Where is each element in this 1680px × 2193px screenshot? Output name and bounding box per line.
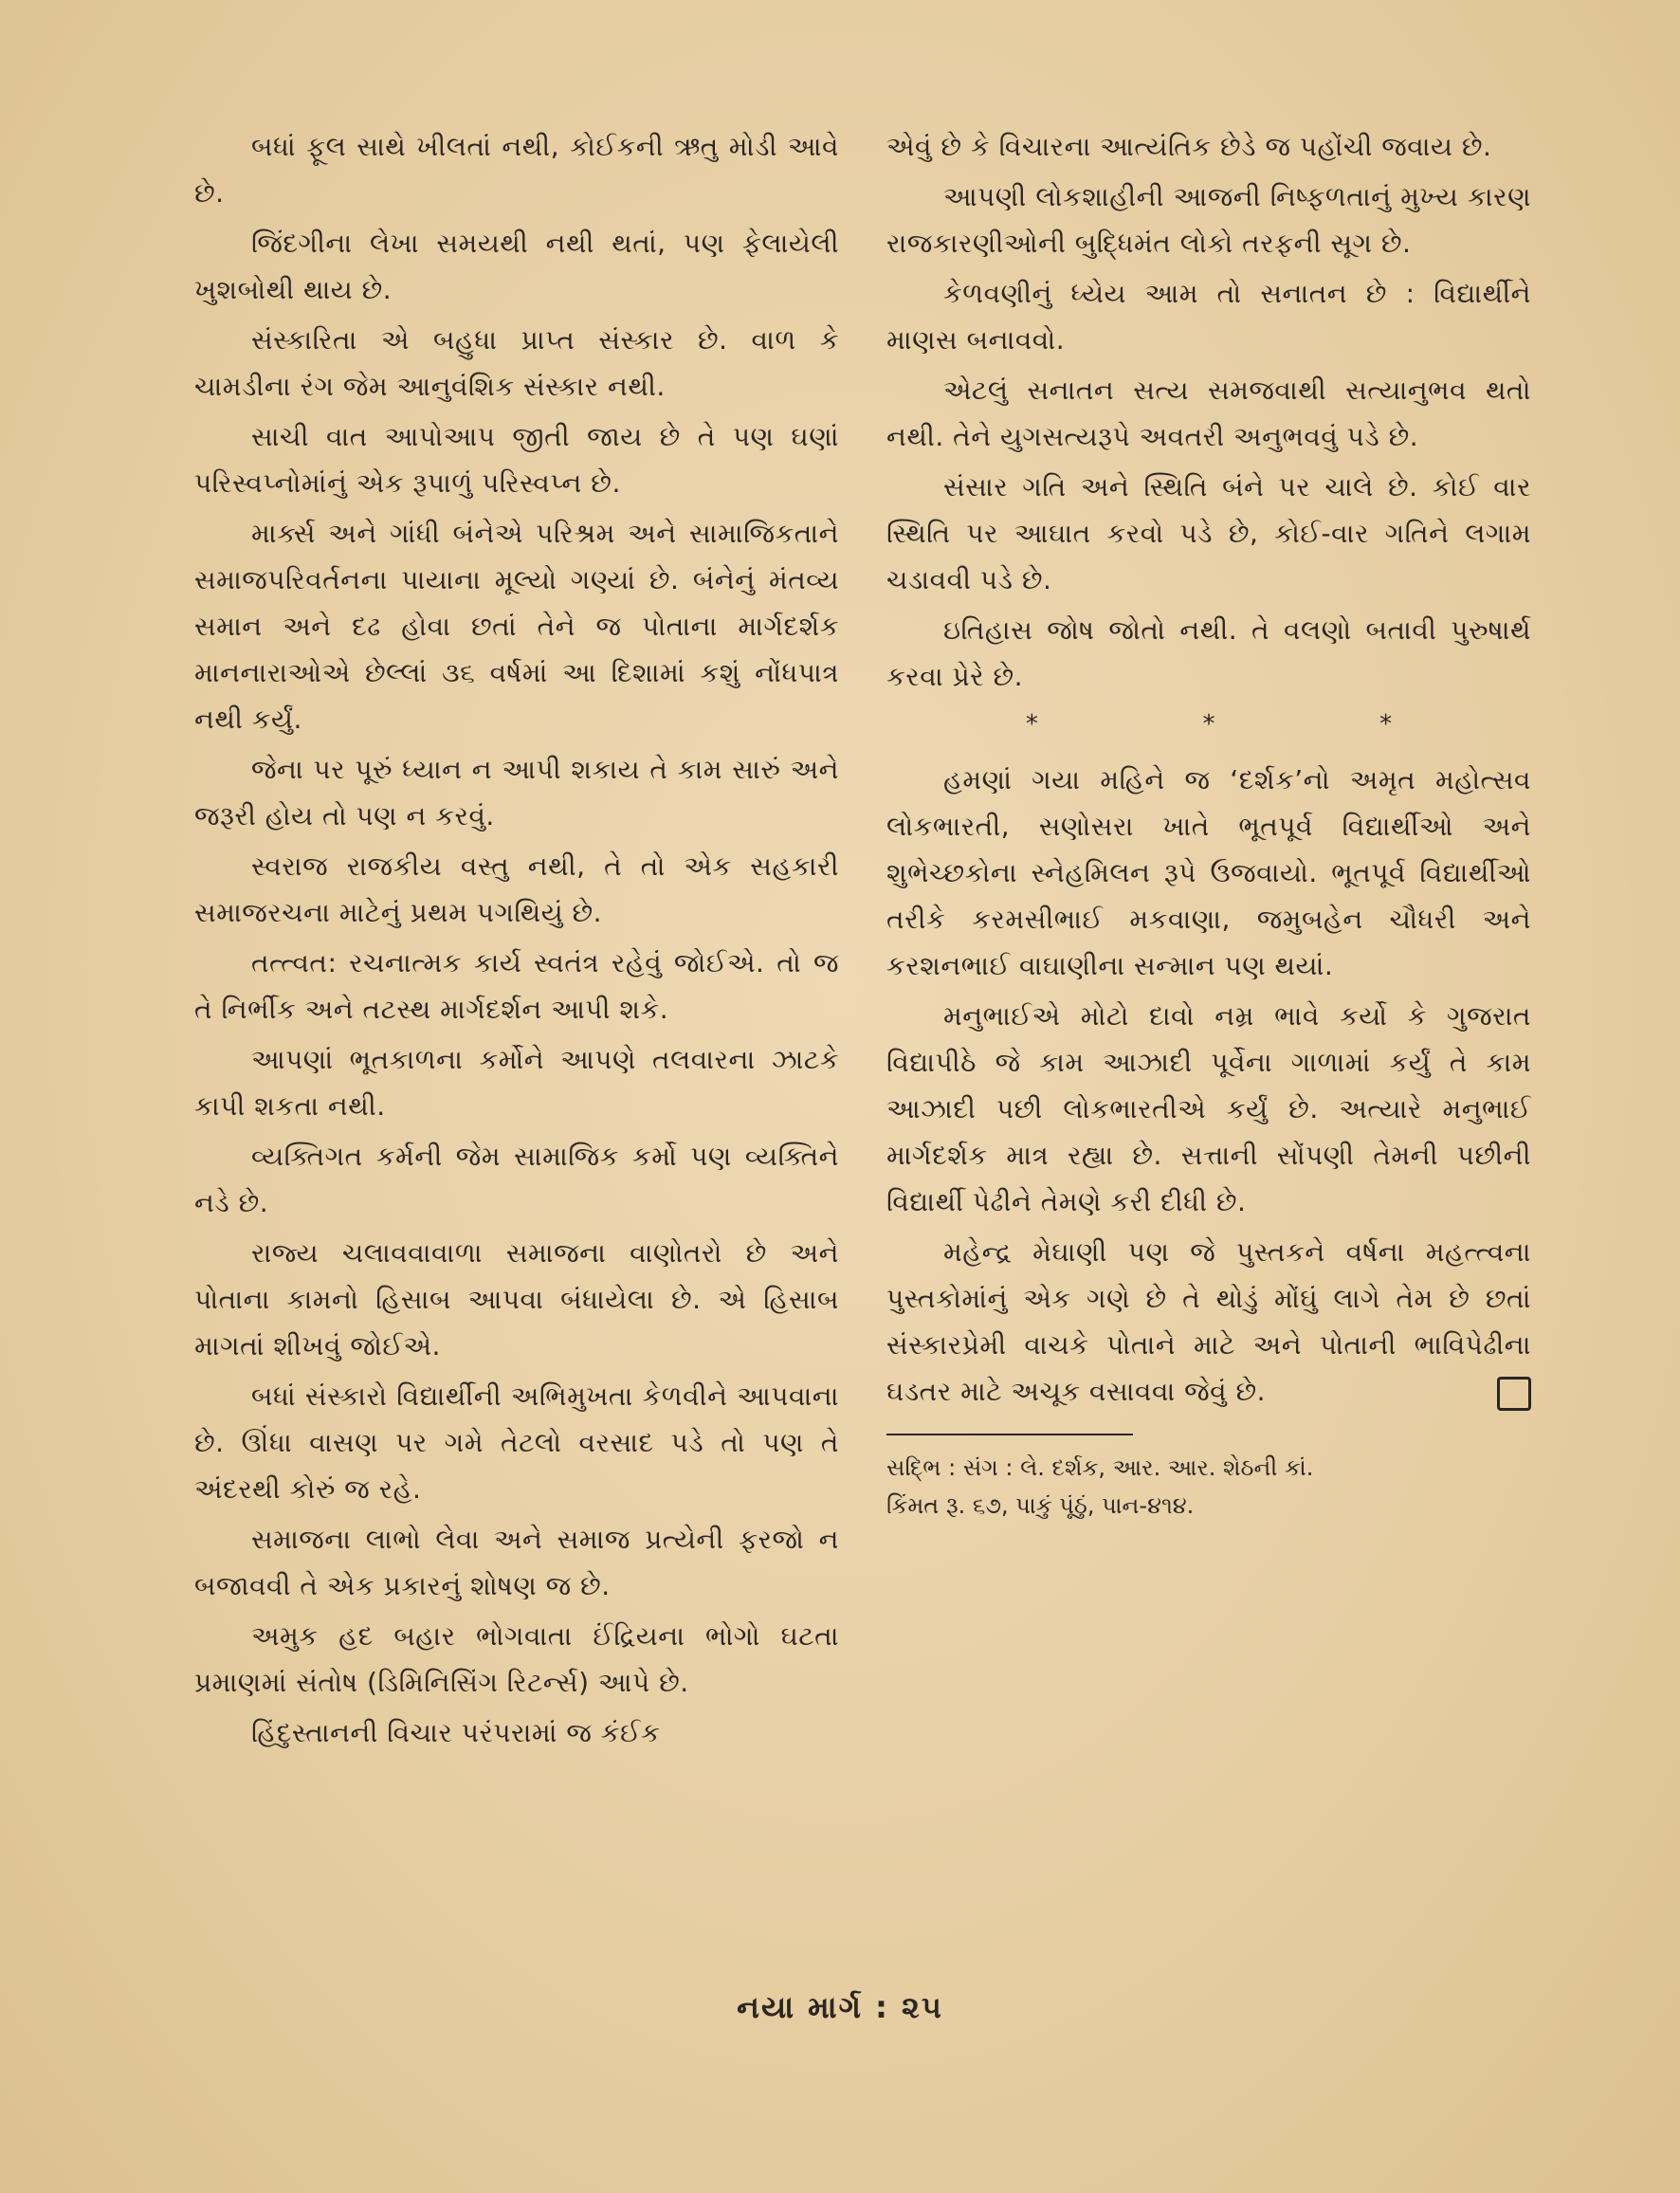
paragraph: આપણાં ભૂતકાળના કર્મોને આપણે તલવારના ઝાટકે કાપી શકતા નથી. <box>194 1044 839 1122</box>
end-square-icon <box>1497 1377 1531 1411</box>
source-citation <box>886 1449 1531 1525</box>
paragraph: રાજ્ય ચલાવવાવાળા સમાજના વાણોતરો છે અને પોતાના કામનો હિસાબ આપવા બંધાયેલા છે. એ હિસાબ માગતાં શીખવું જોઈએ. <box>194 1237 839 1361</box>
paragraph: ઇતિહાસ જોષ જોતો નથી. તે વલણો બતાવી પુરુષાર્થ કરવા પ્રેરે છે. <box>886 614 1531 692</box>
paragraph: માર્ક્સ અને ગાંધી બંનેએ પરિશ્રમ અને સામાજિકતાને સમાજપરિવર્તનના પાયાના મૂલ્યો ગણ્યાં છે. બંનેનું મંતવ્ય સમાન અને દઢ હોવા છતાં તેને જ પોતાના માર્ગદર્શક માનનારાઓએ છેલ્લાં ૩૬ વર્ષમાં આ દિશામાં કશું નોંધપાત્ર નથી કર્યું. <box>194 518 839 735</box>
right-column <box>886 123 1531 1525</box>
paragraph: મહેન્દ્ર મેઘાણી પણ જે પુસ્તકને વર્ષના મહત્ત્વના પુસ્તકોમાંનું એક ગણે છે તે થોડું મોંઘું લાગે તેમ છે છતાં સંસ્કારપ્રેમી વાચકે પોતાને માટે અને પોતાની ભાવિપેઢીના ઘડતર માટે અચૂક વસાવવા જેવું છે. <box>886 1236 1531 1407</box>
source-line-2: કિંમત રૂ. ૬૭, પાકું પૂંઠું, પાન-૪૧૪. <box>886 1492 1195 1519</box>
paragraph: સમાજના લાભો લેવા અને સમાજ પ્રત્યેની ફરજો ન બજાવવી તે એક પ્રકારનું શોષણ જ છે. <box>194 1524 839 1601</box>
paragraph: જિંદગીના લેખા સમયથી નથી થતાં, પણ ફેલાયેલી ખુશબોથી થાય છે. <box>194 228 839 305</box>
divider-star: * <box>1379 710 1393 739</box>
paragraph: સંસ્કારિતા એ બહુધા પ્રાપ્ત સંસ્કાર છે. વાળ કે ચામડીના રંગ જેમ આનુવંશિક સંસ્કાર નથી. <box>194 324 839 402</box>
page-footer: નયા માર્ગ : ૨૫ <box>737 1989 943 2025</box>
divider-star: * <box>1202 710 1215 739</box>
paragraph: સાચી વાત આપોઆપ જીતી જાય છે તે પણ ઘણાં પરિસ્વપ્નોમાંનું એક રૂપાળું પરિસ્વપ્ન છે. <box>194 421 839 499</box>
paragraph: એવું છે કે વિચારના આત્યંતિક છેડે જ પહોંચી જવાય છે. <box>886 131 1492 162</box>
section-divider-stars <box>943 705 1474 743</box>
paragraph: આપણી લોકશાહીની આજની નિષ્ફળતાનું મુખ્ય કારણ રાજકારણીઓની બુદ્ધિમંત લોકો તરફની સૂગ છે. <box>886 181 1531 259</box>
divider-star: * <box>1025 710 1038 739</box>
paragraph: બધાં સંસ્કારો વિદ્યાર્થીની અભિમુખતા કેળવીને આપવાના છે. ઊંધા વાસણ પર ગમે તેટલો વરસાદ પડે તો પણ તે અંદરથી કોરું જ રહે. <box>194 1380 839 1505</box>
paragraph: અમુક હદ બહાર ભોગવાતા ઈંદ્રિયના ભોગો ઘટતા પ્રમાણમાં સંતોષ (ડિમિનિસિંગ રિટર્ન્સ) આપે છે. <box>194 1620 839 1698</box>
paragraph: તત્ત્વત: રચનાત્મક કાર્ય સ્વતંત્ર રહેવું જોઈએ. તો જ તે નિર્ભીક અને તટસ્થ માર્ગદર્શન આપી શકે. <box>194 947 839 1025</box>
source-divider <box>886 1434 1133 1435</box>
paragraph: કેળવણીનું ધ્યેય આમ તો સનાતન છે : વિદ્યાર્થીને માણસ બનાવવો. <box>886 278 1531 356</box>
paragraph: જેના પર પૂરું ધ્યાન ન આપી શકાય તે કામ સારું અને જરૂરી હોય તો પણ ન કરવું. <box>194 754 839 832</box>
paragraph: એટલું સનાતન સત્ય સમજવાથી સત્યાનુભવ થતો નથી. તેને યુગસત્યરૂપે અવતરી અનુભવવું પડે છે. <box>886 375 1531 452</box>
paragraph: વ્યક્તિગત કર્મની જેમ સામાજિક કર્મો પણ વ્યક્તિને નડે છે. <box>194 1141 839 1218</box>
paragraph: હિંદુસ્તાનની વિચાર પરંપરામાં જ કંઈક <box>251 1717 661 1748</box>
left-column <box>194 123 839 1760</box>
paragraph: સ્વરાજ રાજકીય વસ્તુ નથી, તે તો એક સહકારી સમાજરચના માટેનું પ્રથમ પગથિયું છે. <box>194 850 839 928</box>
paragraph: મનુભાઈએ મોટો દાવો નમ્ર ભાવે કર્યો કે ગુજરાત વિદ્યાપીઠે જે કામ આઝાદી પૂર્વેના ગાળામાં કર્યું તે કામ આઝાદી પછી લોકભારતીએ કર્યું છે. અત્યારે મનુભાઈ માર્ગદર્શક માત્ર રહ્યા છે. સત્તાની સોંપણી તેમની પછીની વિદ્યાર્થી પેઢીને તેમણે કરી દીધી છે. <box>886 1000 1531 1217</box>
right-column-bottom <box>886 757 1531 1415</box>
paragraph: બધાં ફૂલ સાથે ખીલતાં નથી, કોઈકની ઋતુ મોડી આવે છે. <box>194 131 839 209</box>
right-column-top <box>886 123 1531 700</box>
source-line-1: સદ્ભિ : સંગ : લે. દર્શક, આર. આર. શેઠની કાં. <box>886 1454 1314 1481</box>
paragraph: સંસાર ગતિ અને સ્થિતિ બંને પર ચાલે છે. કોઈ વાર સ્થિતિ પર આઘાત કરવો પડે છે, કોઈ-વાર ગતિને લગામ ચડાવવી પડે છે. <box>886 471 1531 595</box>
paragraph: હમણાં ગયા મહિને જ ‘દર્શક’નો અમૃત મહોત્સવ લોકભારતી, સણોસરા ખાતે ભૂતપૂર્વ વિદ્યાર્થીઓ અને શુભેચ્છકોના સ્નેહમિલન રૂપે ઉજવાયો. ભૂતપૂર્વ વિદ્યાર્થીઓ તરીકે કરમસીભાઈ મકવાણા, જમુબહેન ચૌધરી અને કરશનભાઈ વાઘાણીના સન્માન પણ થયાં. <box>886 764 1531 981</box>
